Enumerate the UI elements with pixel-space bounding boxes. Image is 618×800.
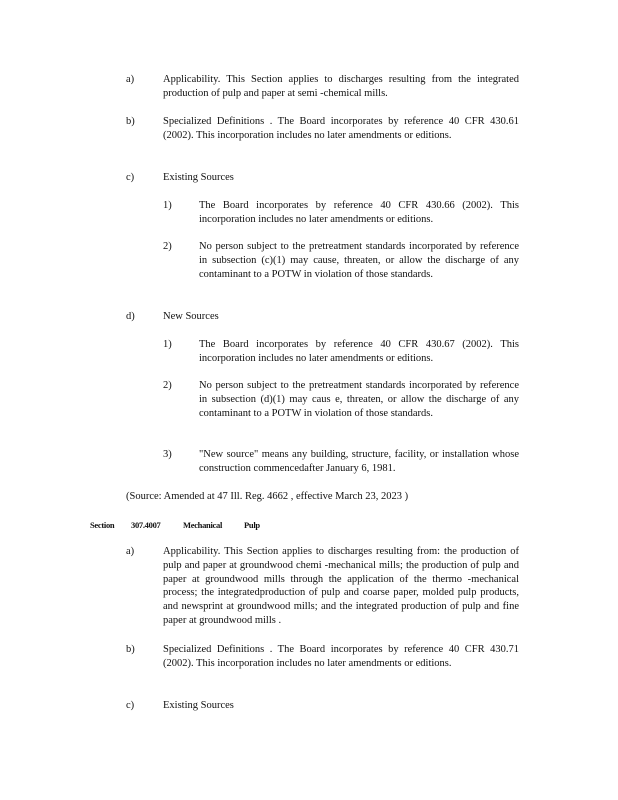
section2-subsection-b-label: b) (126, 644, 135, 655)
section2-subsection-a-text: Applicability. This Section applies to discharges resulting from: the production of pulp and paper at groundwood chemi -mechanical mills; the production of pulp and paper at groundwood mills through the application of the thermo -mechanical process; the integratedproduction of pulp and coarse paper, molded pulp products, and newsprint at groundwood mills; and the integrated production of pulp and fine paper at groundwood mills . (163, 546, 519, 626)
subsection-c1-label: 1) (163, 200, 172, 211)
section-title-word2: Pulp (244, 520, 260, 530)
subsection-b-text: Specialized Definitions . The Board incorporates by reference 40 CFR 430.61 (2002). This incorporation includes no later amendments or editions. (163, 116, 519, 141)
subsection-d3-text: "New source" means any building, structure, facility, or installation whose construction commencedafter January 6, 1981. (199, 449, 519, 474)
subsection-b-label: b) (126, 116, 135, 127)
subsection-d3-label: 3) (163, 449, 172, 460)
subsection-d2-text: No person subject to the pretreatment standards incorporated by reference in subsection (d)(1) may caus e, threaten, or allow the discharge of any contaminant to a POTW in violation of those standards. (199, 380, 519, 419)
subsection-c2-label: 2) (163, 241, 172, 252)
subsection-a-label: a) (126, 74, 135, 85)
section2-subsection-c-label: c) (126, 700, 135, 711)
subsection-d-label: d) (126, 311, 135, 322)
section-number: 307.4007 (131, 520, 161, 530)
section-label: Section (90, 520, 115, 530)
source-note: (Source: Amended at 47 Ill. Reg. 4662 , effective March 23, 2023 ) (126, 491, 409, 502)
section2-subsection-a-label: a) (126, 546, 135, 557)
subsection-d-heading: New Sources (163, 311, 219, 322)
subsection-c-label: c) (126, 172, 135, 183)
section2-subsection-c-heading: Existing Sources (163, 700, 234, 711)
subsection-c2-text: No person subject to the pretreatment standards incorporated by reference in subsection (c)(1) may cause, threaten, or allow the discharge of any contaminant to a POTW in violation of those standards. (199, 241, 519, 280)
subsection-c-heading: Existing Sources (163, 172, 234, 183)
subsection-a-text: Applicability. This Section applies to discharges resulting from the integrated production of pulp and paper at semi -chemical mills. (163, 74, 519, 99)
subsection-d1-label: 1) (163, 339, 172, 350)
subsection-d1-text: The Board incorporates by reference 40 CFR 430.67 (2002). This incorporation includes no later amendments or editions. (199, 339, 519, 364)
subsection-d2-label: 2) (163, 380, 172, 391)
subsection-c1-text: The Board incorporates by reference 40 CFR 430.66 (2002). This incorporation includes no later amendments or editions. (199, 200, 519, 225)
section2-subsection-b-text: Specialized Definitions . The Board incorporates by reference 40 CFR 430.71 (2002). This incorporation includes no later amendments or editions. (163, 644, 519, 669)
section-title-word1: Mechanical (183, 520, 223, 530)
